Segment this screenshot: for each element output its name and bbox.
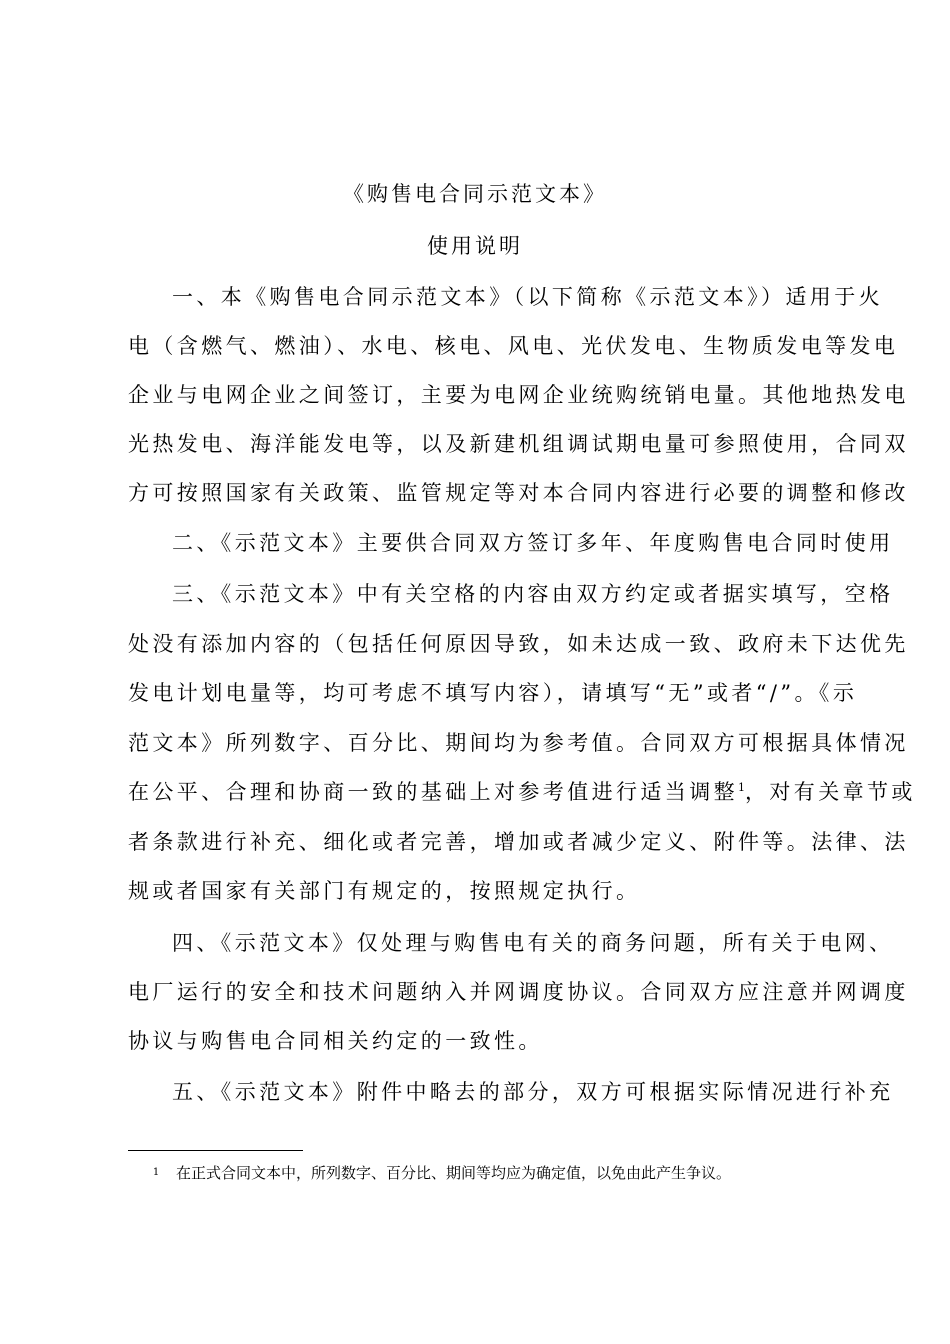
paragraph-line-with-footnote bbox=[128, 777, 916, 807]
paragraph-line: 三、《示范文本》中有关空格的内容由双方约定或者据实填写，空格 bbox=[172, 582, 894, 606]
document-subtitle: 使用说明 bbox=[427, 234, 523, 258]
paragraph-line: 发电计划电量等，均可考虑不填写内容），请填写“无”或者“/”。《示 bbox=[128, 681, 858, 705]
paragraph-line: 一、本《购售电合同示范文本》（以下简称《示范文本》）适用于火 bbox=[172, 285, 883, 309]
footnote-text: 在正式合同文本中，所列数字、百分比、期间等均应为确定值，以免由此产生争议。 bbox=[176, 1164, 732, 1182]
paragraph-text: ，对有关章节或 bbox=[745, 780, 916, 804]
paragraph-line: 电厂运行的安全和技术问题纳入并网调度协议。合同双方应注意并网调度 bbox=[128, 980, 909, 1004]
paragraph-line: 处没有添加内容的（包括任何原因导致，如未达成一致、政府未下达优先 bbox=[128, 632, 909, 656]
paragraph-line: 范文本》所列数字、百分比、期间均为参考值。合同双方可根据具体情况 bbox=[128, 731, 909, 755]
paragraph-line: 者条款进行补充、细化或者完善，增加或者减少定义、附件等。法律、法 bbox=[128, 830, 909, 854]
document-title: 《购售电合同示范文本》 bbox=[343, 182, 607, 206]
paragraph-line: 规或者国家有关部门有规定的，按照规定执行。 bbox=[128, 879, 641, 903]
paragraph-line: 二、《示范文本》主要供合同双方签订多年、年度购售电合同时使用 bbox=[172, 531, 894, 555]
paragraph-line: 电（含燃气、燃油）、水电、核电、风电、光伏发电、生物质发电等发电 bbox=[128, 334, 899, 358]
footnote-separator bbox=[128, 1150, 303, 1151]
footnote-reference[interactable]: 1 bbox=[738, 781, 745, 794]
paragraph-line: 光热发电、海洋能发电等，以及新建机组调试期电量可参照使用，合同双 bbox=[128, 432, 909, 456]
footnote-mark: 1 bbox=[152, 1167, 160, 1178]
footnote bbox=[128, 1162, 848, 1184]
paragraph-text: 在公平、合理和协商一致的基础上对参考值进行适当调整 bbox=[128, 780, 738, 804]
paragraph-line: 企业与电网企业之间签订，主要为电网企业统购统销电量。其他地热发电 bbox=[128, 383, 909, 407]
paragraph-line: 协议与购售电合同相关约定的一致性。 bbox=[128, 1029, 543, 1053]
paragraph-line: 四、《示范文本》仅处理与购售电有关的商务问题，所有关于电网、 bbox=[172, 931, 894, 955]
paragraph-line: 五、《示范文本》附件中略去的部分，双方可根据实际情况进行补充 bbox=[172, 1080, 894, 1104]
paragraph-line: 方可按照国家有关政策、监管规定等对本合同内容进行必要的调整和修改 bbox=[128, 481, 909, 505]
